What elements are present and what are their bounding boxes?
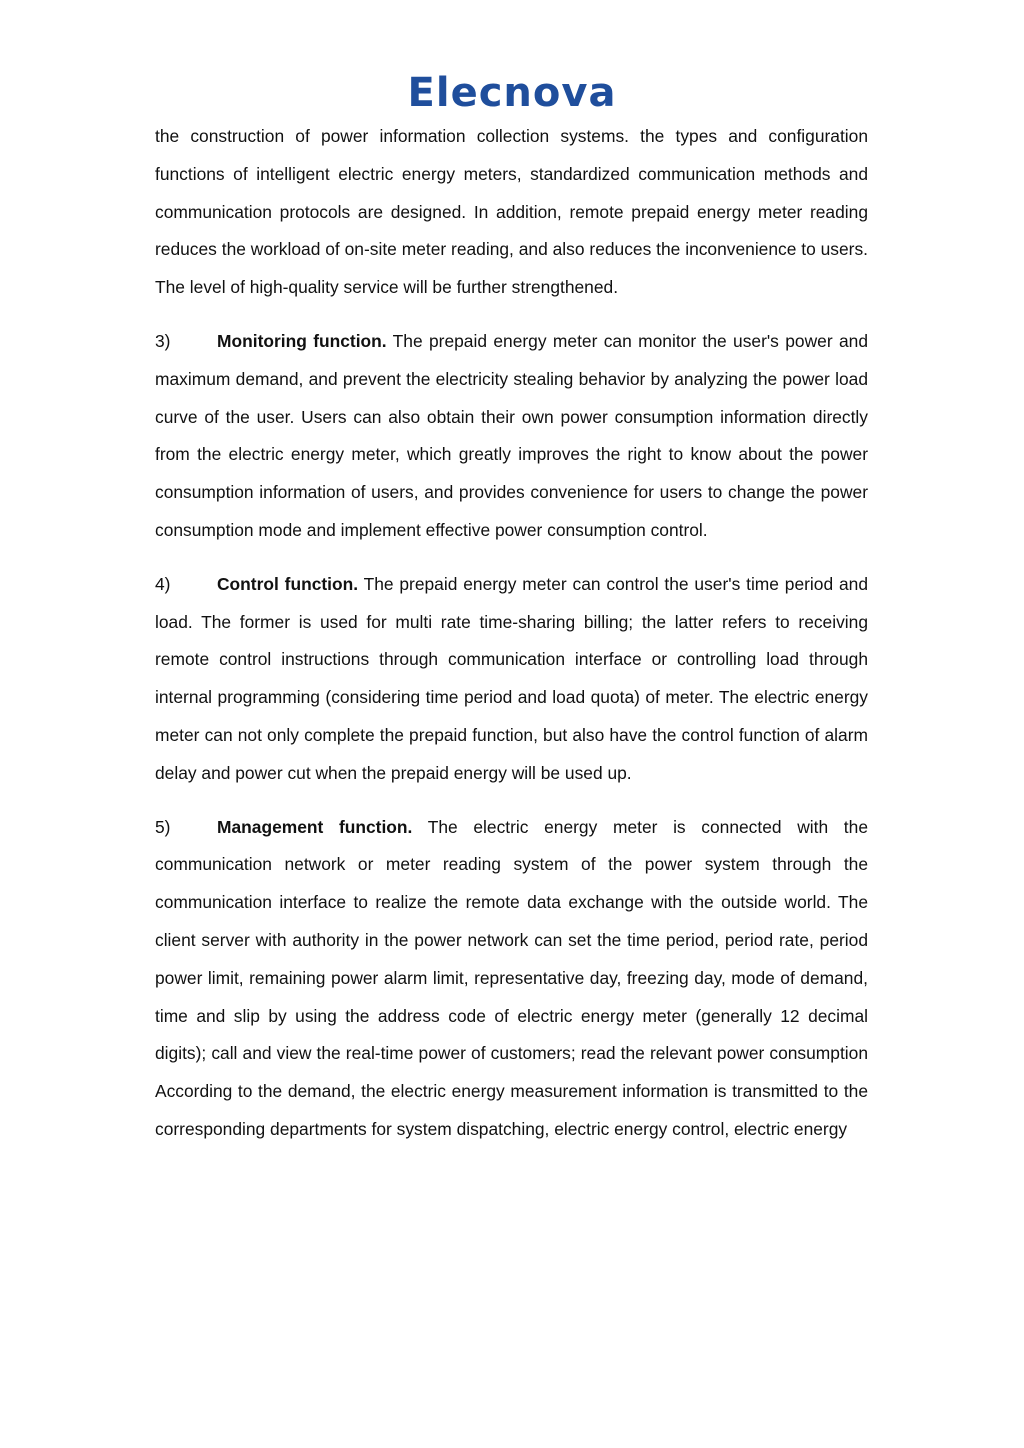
- list-item-text: The electric energy meter is connected with the communication network or meter reading system of the power system through the communication interface to realize the remote data exchange with the outside world. The client server with authority in the power network can set the time period, period rate, period power limit, remaining power alarm limit, representative day, freezing day, mode of demand, time and slip by using the address code of electric energy meter (generally 12 decimal digits); call and view the real-time power of customers; read the relevant power consumption According to the demand, the electric energy measurement information is transmitted to the corresponding departments for system dispatching, electric energy control, electric energy: [155, 816, 868, 1139]
- list-item-number: 4): [155, 573, 171, 594]
- header-logo: [0, 70, 1024, 116]
- list-item-text: The prepaid energy meter can monitor the user's power and maximum demand, and prevent the electricity stealing behavior by analyzing the power load curve of the user. Users can also obtain their own power consumption information directly from the electric energy meter, which greatly improves the right to know about the power consumption information of users, and provides convenience for users to change the power consumption mode and implement effective power consumption control.: [155, 330, 868, 540]
- list-item-heading: Management function.: [217, 816, 413, 837]
- list-item-number: 3): [155, 330, 171, 351]
- list-item-heading: Control function.: [217, 573, 359, 594]
- list-item-text: The prepaid energy meter can control the user's time period and load. The former is used for multi rate time-sharing billing; the latter refers to receiving remote control instructions through communication interface or controlling load through internal programming (considering time period and load quota) of meter. The electric energy meter can not only complete the prepaid function, but also have the control function of alarm delay and power cut when the prepaid energy will be used up.: [155, 573, 868, 783]
- list-item-control: [155, 566, 868, 793]
- document-body: [155, 118, 868, 1165]
- list-item-management: [155, 809, 868, 1149]
- list-item-heading: Monitoring function.: [217, 330, 387, 351]
- logo-text: Elecnova: [407, 70, 617, 116]
- list-item-monitoring: [155, 323, 868, 550]
- intro-paragraph: the construction of power information collection systems. the types and configuration functions of intelligent electric energy meters, standardized communication methods and communication protocols are designed. In addition, remote prepaid energy meter reading reduces the workload of on-site meter reading, and also reduces the inconvenience to users. The level of high-quality service will be further strengthened.: [155, 126, 868, 298]
- list-item-number: 5): [155, 816, 171, 837]
